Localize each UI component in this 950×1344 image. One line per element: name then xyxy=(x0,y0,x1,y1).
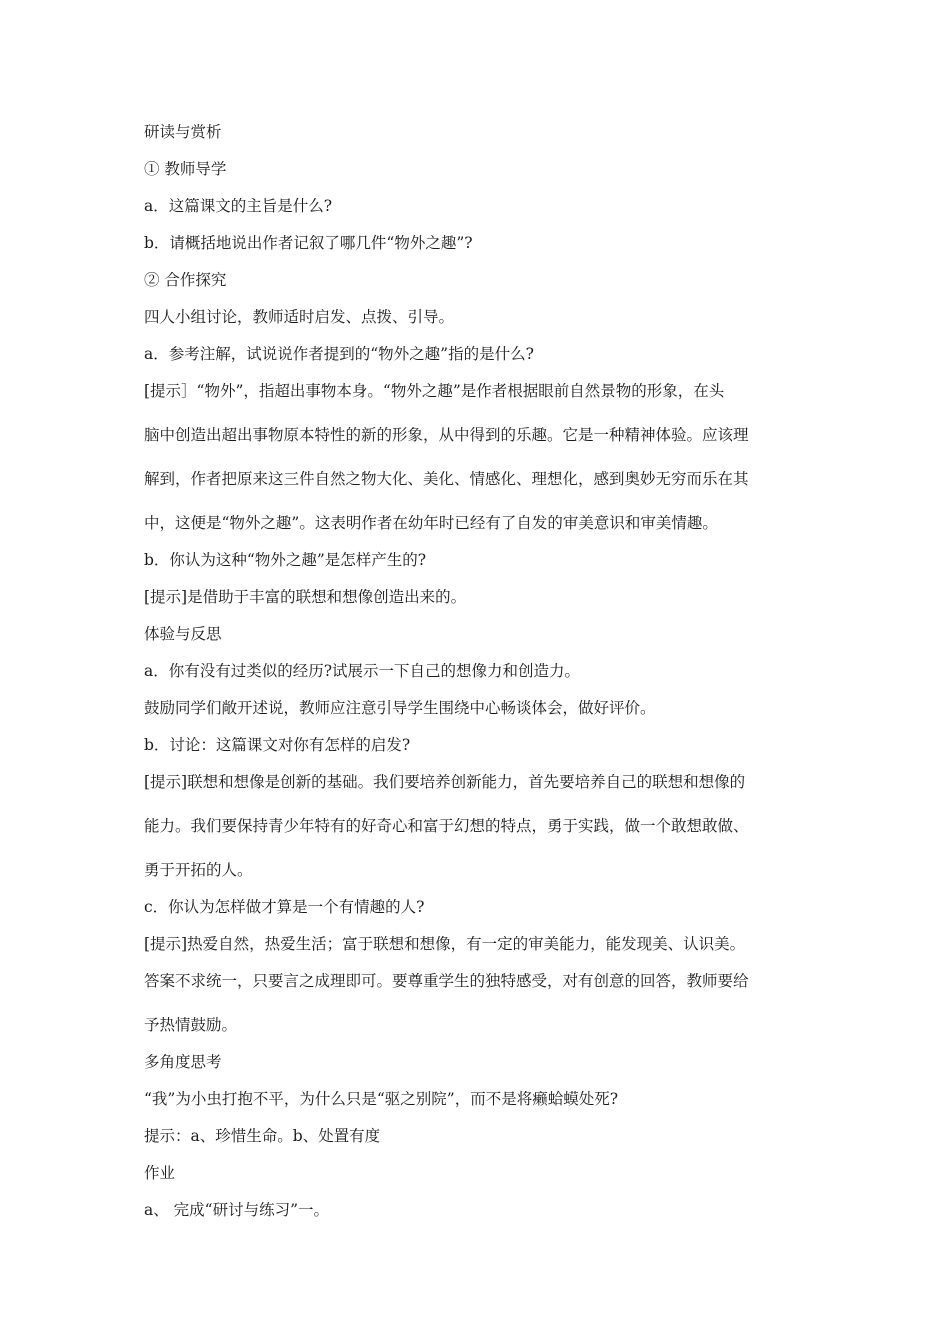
section-heading-reading: 研读与赏析 xyxy=(144,123,222,141)
hint-paragraph-line: [提示]联想和想像是创新的基础。我们要培养创新能力，首先要培养自己的联想和想像的 xyxy=(144,773,746,791)
document-body xyxy=(144,122,814,1237)
homework-item: a、 完成“研讨与练习”一。 xyxy=(144,1201,330,1219)
hint-paragraph-line: [提示］“物外”，指超出事物本身。“物外之趣”是作者根据眼前自然景物的形象，在头 xyxy=(144,382,725,400)
subheading-cooperative: ② 合作探究 xyxy=(144,271,227,289)
hint-paragraph-line: 中，这便是“物外之趣”。这表明作者在幼年时已经有了自发的审美意识和审美情趣。 xyxy=(144,514,718,532)
question-a: a．这篇课文的主旨是什么? xyxy=(144,197,333,215)
question-b: b．讨论：这篇课文对你有怎样的启发? xyxy=(144,736,411,754)
paragraph-line: 鼓励同学们敞开述说，教师应注意引导学生围绕中心畅谈体会，做好评价。 xyxy=(144,699,656,717)
paragraph-line: 答案不求统一，只要言之成理即可。要尊重学生的独特感受，对有创意的回答，教师要给 xyxy=(144,972,749,990)
hint-line: [提示]是借助于丰富的联想和想像创造出来的。 xyxy=(144,588,467,606)
section-heading-multi-angle: 多角度思考 xyxy=(144,1053,222,1071)
paragraph-line: “我”为小虫打抱不平，为什么只是“驱之别院”，而不是将癞蛤蟆处死? xyxy=(144,1090,619,1108)
hint-paragraph-line: 脑中创造出超出事物原本特性的新的形象，从中得到的乐趣。它是一种精神体验。应该理 xyxy=(144,426,749,444)
question-b: b．请概括地说出作者记叙了哪几件“物外之趣”? xyxy=(144,234,473,252)
section-heading-experience: 体验与反思 xyxy=(144,625,222,643)
section-heading-homework: 作业 xyxy=(144,1164,176,1182)
hint-paragraph-line: 解到，作者把原来这三件自然之物大化、美化、情感化、理想化，感到奥妙无穷而乐在其 xyxy=(144,470,749,488)
question-a: a．你有没有过类似的经历?试展示一下自己的想像力和创造力。 xyxy=(144,662,581,680)
paragraph-line: 予热情鼓励。 xyxy=(144,1016,238,1034)
paragraph-line: 四人小组讨论，教师适时启发、点拨、引导。 xyxy=(144,308,455,326)
hint-line: [提示]热爱自然，热爱生活；富于联想和想像，有一定的审美能力，能发现美、认识美。 xyxy=(144,935,746,953)
hint-line: 提示：a、珍惜生命。b、处置有度 xyxy=(144,1127,381,1145)
subheading-teacher-guide: ① 教师导学 xyxy=(144,160,227,178)
hint-paragraph-line: 能力。我们要保持青少年特有的好奇心和富于幻想的特点，勇于实践，做一个敢想敢做、 xyxy=(144,817,749,835)
question-c: c．你认为怎样做才算是一个有情趣的人? xyxy=(144,898,425,916)
hint-paragraph-line: 勇于开拓的人。 xyxy=(144,861,253,879)
question-b: b．你认为这种“物外之趣”是怎样产生的? xyxy=(144,551,427,569)
question-a: a．参考注解，试说说作者提到的“物外之趣”指的是什么? xyxy=(144,345,534,363)
